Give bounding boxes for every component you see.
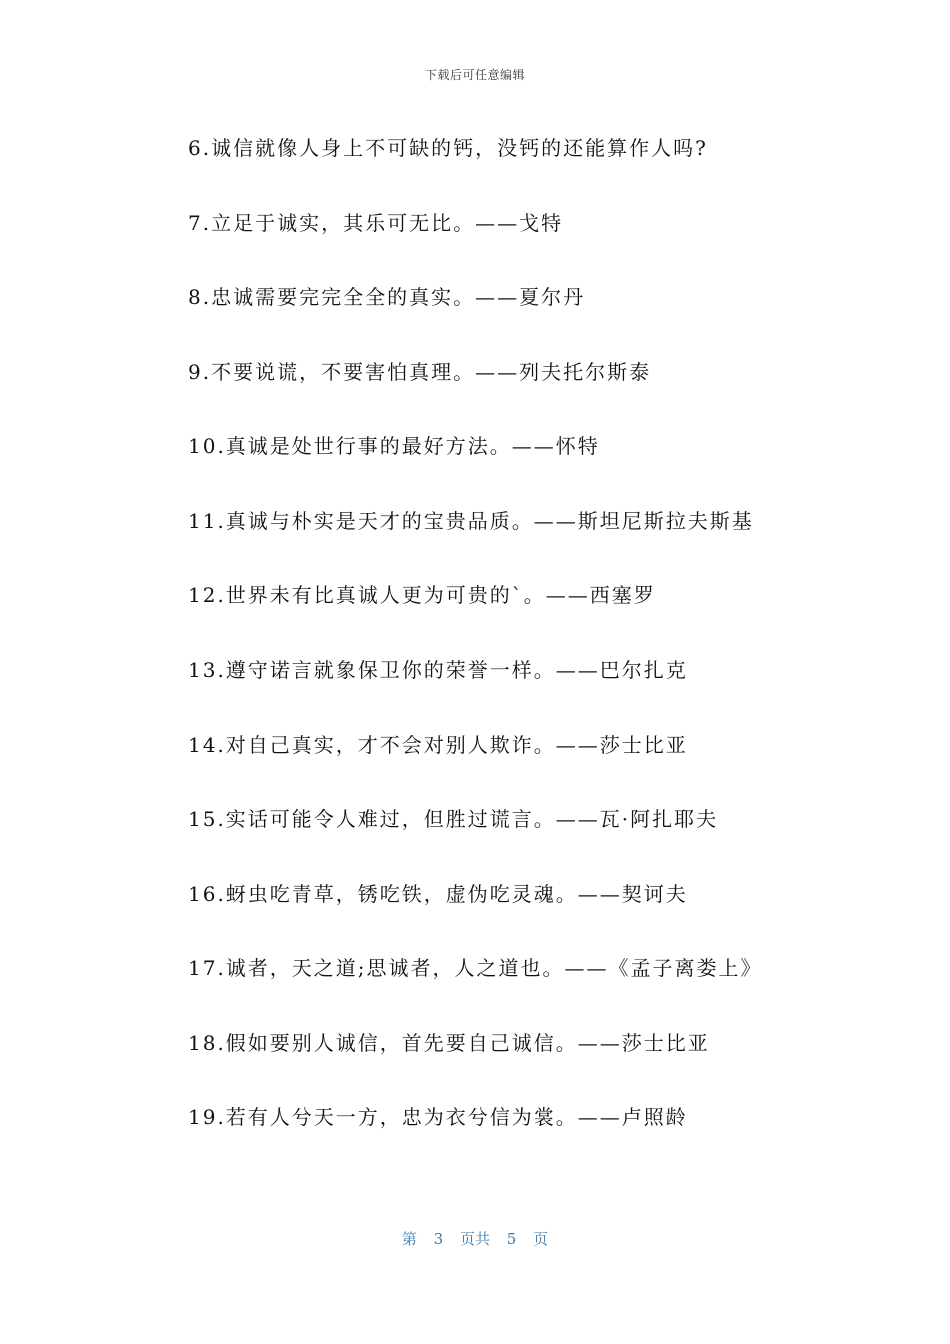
quote-line: 13.遵守诺言就象保卫你的荣誉一样。——巴尔扎克: [188, 658, 688, 682]
quote-line: 19.若有人兮天一方，忠为衣兮信为裳。——卢照龄: [188, 1105, 688, 1129]
footer-prefix: 第: [401, 1230, 417, 1248]
quote-line: 15.实话可能令人难过，但胜过谎言。——瓦·阿扎耶夫: [188, 807, 719, 831]
quote-line: 6.诚信就像人身上不可缺的钙，没钙的还能算作人吗?: [188, 136, 708, 160]
footer-current-page: 3: [433, 1230, 444, 1248]
quote-line: 14.对自己真实，才不会对别人欺诈。——莎士比亚: [188, 733, 688, 757]
footer-total-pages: 5: [506, 1230, 517, 1248]
quote-line: 10.真诚是处世行事的最好方法。——怀特: [188, 434, 600, 458]
quote-line: 7.立足于诚实，其乐可无比。——戈特: [188, 211, 564, 235]
quote-line: 17.诚者，天之道;思诚者，人之道也。——《孟子离娄上》: [188, 956, 763, 980]
footer-middle: 页共: [459, 1230, 490, 1248]
quote-line: 11.真诚与朴实是天才的宝贵品质。——斯坦尼斯拉夫斯基: [188, 509, 754, 533]
quote-line: 18.假如要别人诚信，首先要自己诚信。——莎士比亚: [188, 1031, 710, 1055]
page-footer: [0, 1228, 950, 1249]
page-header: 下载后可任意编辑: [424, 68, 525, 82]
quote-line: 16.蚜虫吃青草，锈吃铁，虚伪吃灵魂。——契诃夫: [188, 882, 688, 906]
quote-line: 9.不要说谎，不要害怕真理。——列夫托尔斯泰: [188, 360, 652, 384]
quote-line: 12.世界未有比真诚人更为可贵的`。——西塞罗: [188, 583, 656, 607]
footer-suffix: 页: [533, 1230, 549, 1248]
quote-line: 8.忠诚需要完完全全的真实。——夏尔丹: [188, 285, 586, 309]
